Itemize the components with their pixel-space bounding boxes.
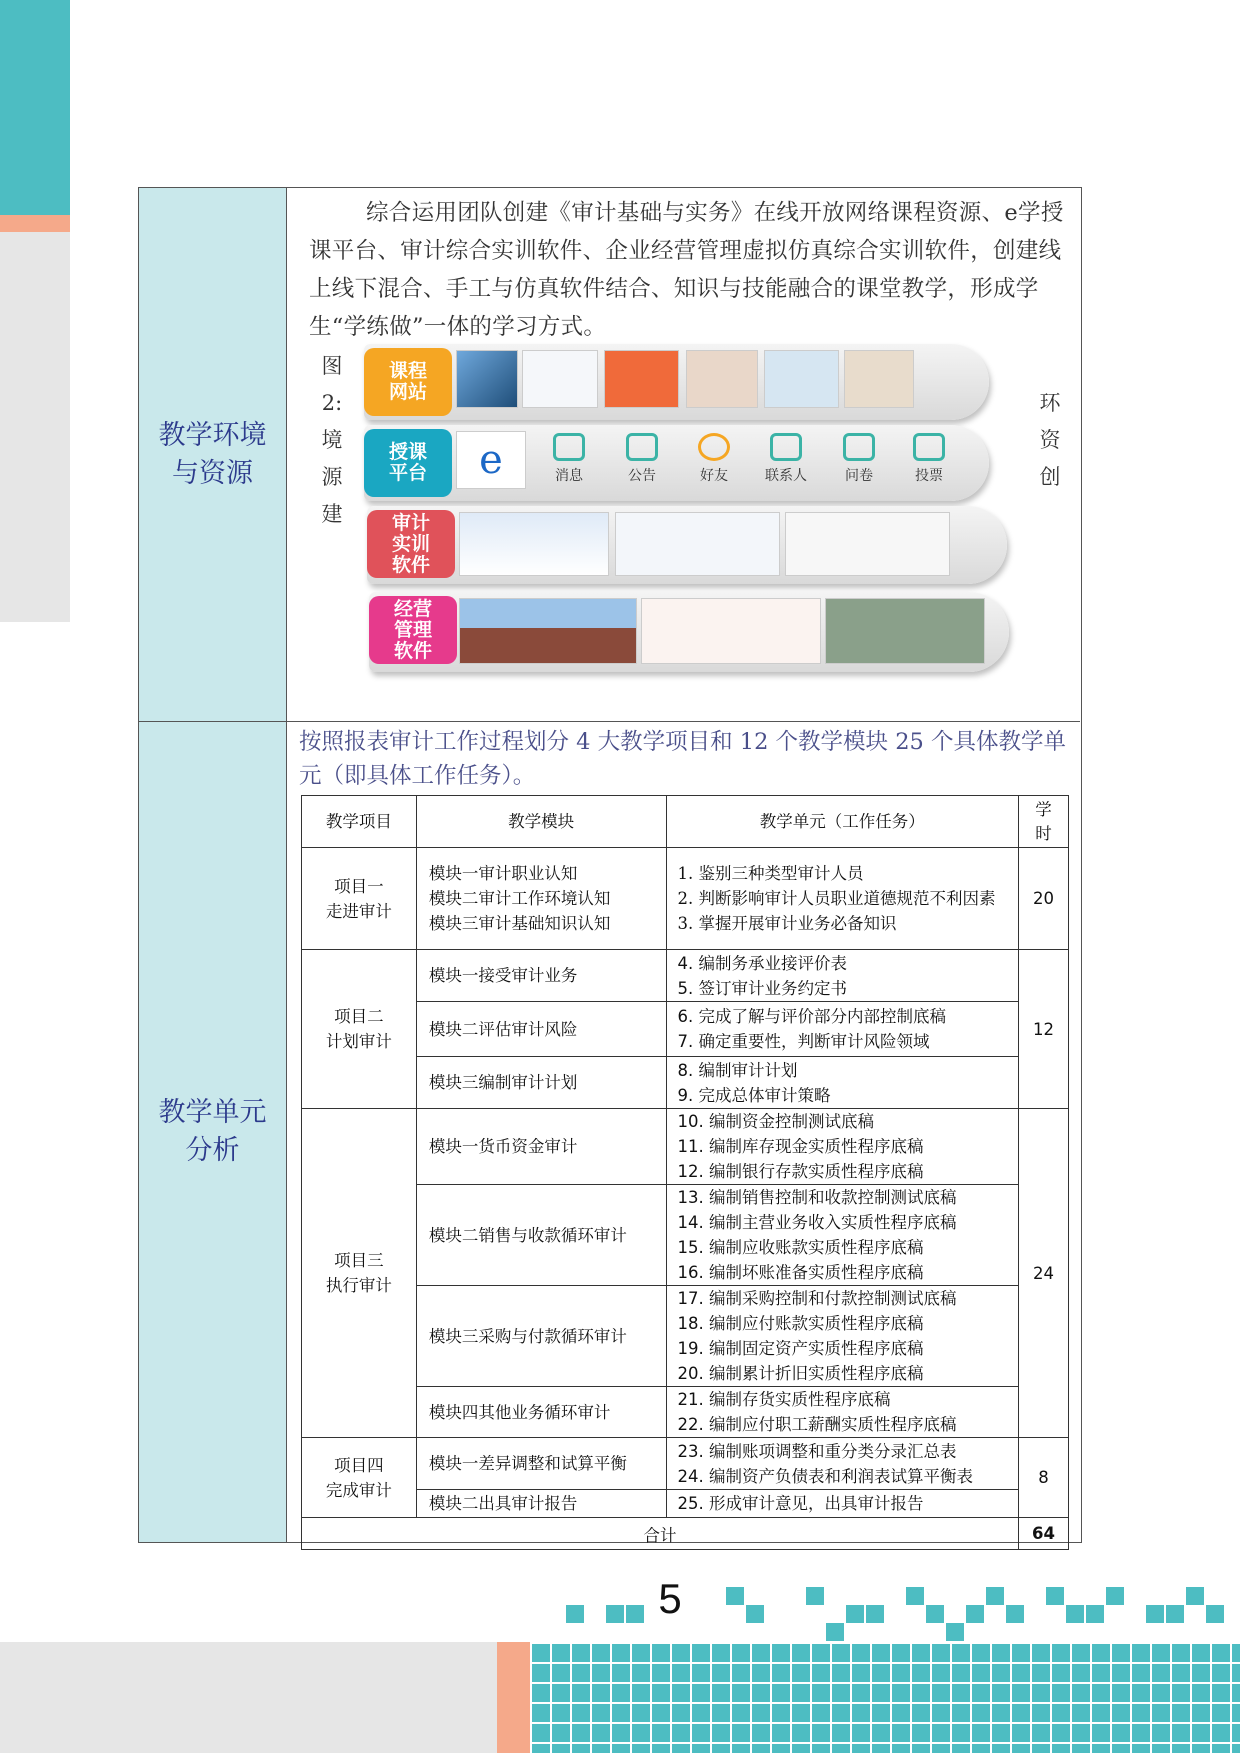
decor-pixel-square bbox=[866, 1605, 884, 1623]
header-hours: 学 时 bbox=[1019, 796, 1069, 848]
platform-icon-friends bbox=[684, 433, 744, 485]
project-cell bbox=[302, 1438, 417, 1518]
module-cell bbox=[416, 848, 666, 950]
table-row bbox=[302, 1438, 1069, 1490]
thumb-image bbox=[785, 512, 950, 576]
table-row bbox=[302, 1109, 1069, 1185]
unit-item: 21. 编制存货实质性程序底稿 bbox=[677, 1390, 891, 1409]
icon-label: 联系人 bbox=[765, 468, 807, 484]
icon-label: 公告 bbox=[628, 468, 656, 484]
decor-pixel-square bbox=[966, 1605, 984, 1623]
env-label bbox=[139, 188, 287, 721]
project-name: 走进审计 bbox=[325, 901, 392, 921]
unit-cell bbox=[666, 1286, 1019, 1387]
project-name: 项目四 bbox=[334, 1455, 384, 1475]
hours-cell: 24 bbox=[1019, 1109, 1069, 1438]
thumb-image bbox=[825, 598, 985, 664]
content-frame bbox=[138, 187, 1082, 1543]
strip-management-software bbox=[369, 592, 1009, 672]
table-row bbox=[302, 950, 1069, 1002]
contacts-icon bbox=[770, 433, 802, 461]
thumb-image bbox=[686, 350, 758, 408]
unit-item: 20. 编制累计折旧实质性程序底稿 bbox=[677, 1364, 924, 1383]
notice-icon bbox=[626, 433, 658, 461]
unit-cell bbox=[666, 1438, 1019, 1490]
module-cell: 模块三采购与付款循环审计 bbox=[416, 1286, 666, 1387]
unit-item: 1. 鉴别三种类型审计人员 bbox=[677, 864, 864, 883]
module-cell: 模块一差异调整和试算平衡 bbox=[416, 1438, 666, 1490]
thumb-image bbox=[641, 598, 821, 664]
decor-pixel-square bbox=[906, 1587, 924, 1605]
module-name: 模块三审计基础知识认知 bbox=[428, 914, 611, 933]
hours-cell: 12 bbox=[1019, 950, 1069, 1109]
decor-bottom-orange bbox=[497, 1642, 530, 1753]
strip-course-website bbox=[364, 344, 989, 420]
units-content bbox=[289, 721, 1079, 1545]
units-label-line2: 分析 bbox=[185, 1135, 240, 1166]
project-cell bbox=[302, 848, 417, 950]
header-project: 教学项目 bbox=[302, 796, 417, 848]
thumb-image bbox=[764, 350, 839, 408]
project-name: 执行审计 bbox=[325, 1276, 392, 1295]
strip-audit-software bbox=[367, 506, 1007, 584]
unit-cell bbox=[666, 848, 1019, 950]
caption-right-char: 环 bbox=[1039, 391, 1061, 415]
project-name: 计划审计 bbox=[325, 1032, 392, 1051]
project-name: 项目三 bbox=[334, 1251, 384, 1270]
platform-icon-vote bbox=[899, 433, 959, 485]
decor-pixel-square bbox=[1146, 1605, 1164, 1623]
platform-icon-survey bbox=[829, 433, 889, 485]
env-label-line2: 与资源 bbox=[172, 457, 253, 489]
unit-cell bbox=[666, 1387, 1019, 1438]
unit-item: 10. 编制资金控制测试底稿 bbox=[677, 1112, 874, 1131]
table-row bbox=[302, 1490, 1069, 1518]
decor-pixel-square bbox=[1206, 1605, 1224, 1623]
unit-item: 18. 编制应付账款实质性程序底稿 bbox=[677, 1314, 924, 1333]
platform-icon-notice bbox=[612, 433, 672, 485]
project-name: 完成审计 bbox=[325, 1480, 392, 1500]
decor-pixel-square bbox=[1006, 1605, 1024, 1623]
friends-icon bbox=[698, 433, 730, 461]
module-cell: 模块三编制审计计划 bbox=[416, 1057, 666, 1109]
decor-pixel-square bbox=[566, 1605, 584, 1623]
badge-management-software bbox=[369, 596, 457, 664]
project-name: 项目一 bbox=[334, 876, 384, 896]
decor-pixel-square bbox=[746, 1605, 764, 1623]
unit-item: 8. 编制审计计划 bbox=[677, 1060, 798, 1080]
decor-pixel-square bbox=[986, 1587, 1004, 1605]
decor-pixel-square bbox=[1066, 1605, 1084, 1623]
decor-pixel-square bbox=[726, 1587, 744, 1605]
decor-pixel-square bbox=[606, 1605, 624, 1623]
caption-right-char: 创 bbox=[1039, 465, 1061, 489]
icon-label: 好友 bbox=[700, 468, 728, 484]
table-row bbox=[302, 1185, 1069, 1286]
module-cell: 模块一接受审计业务 bbox=[416, 950, 666, 1002]
decor-left-orange bbox=[0, 215, 70, 232]
table-row bbox=[302, 1286, 1069, 1387]
icon-label: 投票 bbox=[915, 468, 943, 484]
module-name: 模块一审计职业认知 bbox=[428, 864, 578, 883]
unit-cell bbox=[666, 1002, 1019, 1057]
decor-bottom-teal bbox=[530, 1642, 1240, 1753]
caption-left-char: 2: bbox=[321, 391, 343, 415]
unit-cell bbox=[666, 950, 1019, 1002]
unit-item: 23. 编制账项调整和重分类分录汇总表 bbox=[677, 1441, 957, 1461]
thumb-image bbox=[522, 350, 598, 408]
unit-cell bbox=[666, 1057, 1019, 1109]
unit-item: 22. 编制应付职工薪酬实质性程序底稿 bbox=[677, 1415, 957, 1434]
unit-item: 7. 确定重要性，判断审计风险领域 bbox=[677, 1032, 930, 1051]
unit-item: 6. 完成了解与评价部分内部控制底稿 bbox=[677, 1007, 946, 1026]
total-label: 合计 bbox=[302, 1518, 1019, 1550]
table-row bbox=[302, 848, 1069, 950]
module-cell: 模块一货币资金审计 bbox=[416, 1109, 666, 1185]
unit-item: 5. 签订审计业务约定书 bbox=[677, 978, 847, 998]
decor-bottom-gray bbox=[0, 1642, 497, 1753]
module-cell: 模块四其他业务循环审计 bbox=[416, 1387, 666, 1438]
badge-course-website bbox=[364, 348, 452, 416]
decor-pixel-square bbox=[926, 1605, 944, 1623]
decor-left-teal bbox=[0, 0, 70, 215]
thumb-image bbox=[456, 350, 518, 408]
env-content bbox=[299, 188, 1075, 721]
unit-item: 3. 掌握开展审计业务必备知识 bbox=[677, 914, 897, 933]
badge-teaching-platform bbox=[364, 429, 452, 497]
module-name: 模块二审计工作环境认知 bbox=[428, 889, 611, 908]
unit-item: 24. 编制资产负债表和利润表试算平衡表 bbox=[677, 1466, 973, 1486]
module-cell: 模块二出具审计报告 bbox=[416, 1490, 666, 1518]
units-table bbox=[301, 795, 1069, 1550]
survey-icon bbox=[843, 433, 875, 461]
badge-text: 审计 实训 软件 bbox=[391, 511, 430, 576]
unit-item: 11. 编制库存现金实质性程序底稿 bbox=[677, 1137, 924, 1156]
thumb-image bbox=[615, 512, 780, 576]
decor-pixel-square bbox=[806, 1587, 824, 1605]
total-hours: 64 bbox=[1019, 1518, 1069, 1550]
vote-icon bbox=[913, 433, 945, 461]
decor-pixel-square bbox=[1086, 1605, 1104, 1623]
project-cell bbox=[302, 1109, 417, 1438]
decor-pixel-square bbox=[1046, 1587, 1064, 1605]
badge-text: 经营 管理 软件 bbox=[393, 597, 432, 662]
caption-left-char: 境 bbox=[321, 428, 343, 452]
message-icon bbox=[553, 433, 585, 461]
header-module: 教学模块 bbox=[416, 796, 666, 848]
icon-label: 消息 bbox=[555, 468, 583, 484]
table-total-row bbox=[302, 1518, 1069, 1550]
units-intro: 按照报表审计工作过程划分 4 大教学项目和 12 个教学模块 25 个具体教学单元（即具体工作任务）。 bbox=[299, 729, 1066, 789]
e-logo-icon: e bbox=[456, 431, 526, 489]
module-cell: 模块二评估审计风险 bbox=[416, 1002, 666, 1057]
decor-pixel-square bbox=[846, 1605, 864, 1623]
badge-text: 课程 网站 bbox=[388, 360, 427, 403]
decor-pixel-square bbox=[1106, 1587, 1124, 1605]
env-paragraph: 综合运用团队创建《审计基础与实务》在线开放网络课程资源、e学授课平台、审计综合实训软件、企业经营管理虚拟仿真综合实训软件，创建线上线下混合、手工与仿真软件结合、知识与技能融合的课堂教学，形成学生“学练做”一体的学习方式。 bbox=[309, 200, 1064, 340]
project-name: 项目二 bbox=[334, 1007, 384, 1026]
hours-cell: 20 bbox=[1019, 848, 1069, 950]
decor-pixel-square bbox=[946, 1623, 964, 1641]
strip-teaching-platform bbox=[364, 425, 989, 501]
table-row bbox=[302, 1002, 1069, 1057]
decor-pixel-square bbox=[1166, 1605, 1184, 1623]
unit-item: 2. 判断影响审计人员职业道德规范不利因素 bbox=[677, 889, 996, 908]
header-unit: 教学单元（工作任务） bbox=[666, 796, 1019, 848]
unit-item: 13. 编制销售控制和收款控制测试底稿 bbox=[677, 1188, 957, 1207]
unit-cell bbox=[666, 1185, 1019, 1286]
thumb-image bbox=[604, 350, 679, 408]
caption-left-char: 图 bbox=[321, 354, 343, 378]
table-row bbox=[302, 1387, 1069, 1438]
unit-item: 4. 编制务承业接评价表 bbox=[677, 953, 847, 973]
icon-label: 问卷 bbox=[845, 468, 873, 484]
decor-left-gray bbox=[0, 232, 70, 622]
unit-item: 19. 编制固定资产实质性程序底稿 bbox=[677, 1339, 924, 1358]
decor-pixel-square bbox=[1186, 1587, 1204, 1605]
thumb-image bbox=[844, 350, 914, 408]
figure-caption-left bbox=[319, 348, 345, 533]
module-cell: 模块二销售与收款循环审计 bbox=[416, 1185, 666, 1286]
platform-icon-message bbox=[539, 433, 599, 485]
figure-caption-right bbox=[1037, 385, 1063, 496]
caption-left-char: 源 bbox=[321, 465, 343, 489]
units-label-line1: 教学单元 bbox=[158, 1097, 267, 1128]
caption-left-char: 建 bbox=[321, 502, 343, 526]
table-row bbox=[302, 1057, 1069, 1109]
unit-item: 15. 编制应收账款实质性程序底稿 bbox=[677, 1238, 924, 1257]
env-label-line1: 教学环境 bbox=[158, 419, 267, 451]
platform-icon-contacts bbox=[756, 433, 816, 485]
badge-text: 授课 平台 bbox=[388, 441, 427, 484]
project-cell bbox=[302, 950, 417, 1109]
hours-cell: 8 bbox=[1019, 1438, 1069, 1518]
units-label bbox=[139, 722, 287, 1542]
unit-cell bbox=[666, 1109, 1019, 1185]
unit-item: 16. 编制坏账准备实质性程序底稿 bbox=[677, 1263, 924, 1282]
unit-item: 12. 编制银行存款实质性程序底稿 bbox=[677, 1162, 924, 1181]
unit-cell: 25. 形成审计意见，出具审计报告 bbox=[666, 1490, 1019, 1518]
unit-item: 9. 完成总体审计策略 bbox=[677, 1085, 831, 1105]
thumb-image bbox=[459, 512, 609, 576]
thumb-image bbox=[459, 598, 637, 664]
table-header-row bbox=[302, 796, 1069, 848]
unit-item: 17. 编制采购控制和付款控制测试底稿 bbox=[677, 1289, 957, 1308]
unit-item: 14. 编制主营业务收入实质性程序底稿 bbox=[677, 1213, 957, 1232]
caption-right-char: 资 bbox=[1039, 428, 1061, 452]
badge-audit-software bbox=[367, 510, 455, 578]
page-number: 5 bbox=[658, 1575, 682, 1622]
decor-pixel-square bbox=[826, 1623, 844, 1641]
